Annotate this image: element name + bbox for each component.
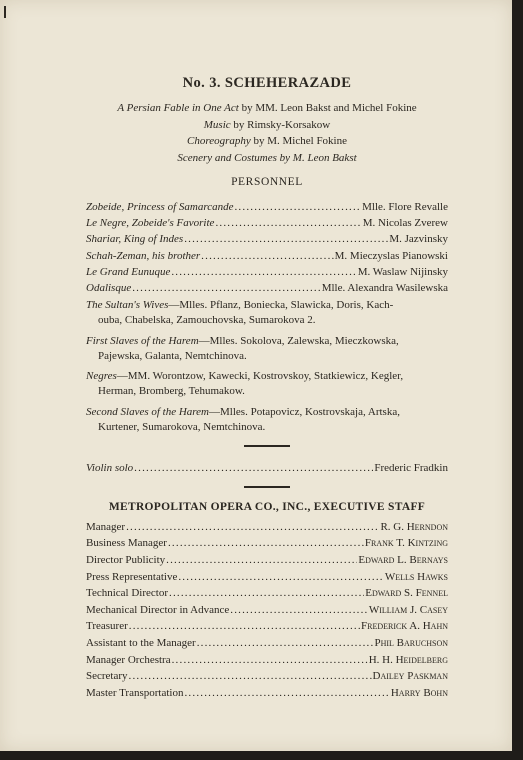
staff-role: Treasurer: [86, 620, 128, 633]
group-role: The Sultan's Wives: [86, 299, 169, 312]
staff-name: Wells Hawks: [384, 570, 448, 583]
cast-role: Le Grand Eunuque: [86, 265, 171, 278]
staff-name: Frank T. Kintzing: [364, 537, 448, 550]
cast-role: Schah-Zeman, his brother: [86, 249, 201, 262]
cast-role: Zobeide, Princess of Samarcande: [86, 201, 234, 213]
page-edge-bottom: [0, 751, 523, 760]
cast-row: [86, 280, 448, 296]
staff-name: H. H. Heidelberg: [368, 653, 448, 666]
dot-leader: [201, 248, 333, 264]
credit-line: Choreography by M. Michel Fokine: [186, 135, 347, 147]
dot-leader: [166, 552, 357, 569]
cast-name: M. Nicolas Zverew: [362, 217, 448, 230]
dot-leader: [230, 602, 368, 619]
staff-row: [86, 519, 448, 536]
credit-line: A Persian Fable in One Act by MM. Leon Bakst and Michel Fokine: [117, 102, 417, 114]
group-role: First Slaves of the Harem: [86, 334, 199, 347]
dot-leader: [172, 652, 368, 669]
dot-leader: [132, 280, 320, 296]
section-divider: [244, 445, 290, 447]
cast-row: [86, 199, 448, 215]
staff-row: [86, 685, 448, 702]
cast-row: [86, 215, 448, 231]
staff-role: Manager: [86, 520, 126, 533]
binding-mark: [4, 6, 6, 18]
group-members-continued: Kurtener, Sumarokova, Nemtchinova.: [98, 420, 266, 433]
staff-role: Secretary: [86, 670, 128, 683]
cast-role: Shariar, King of Indes: [86, 233, 184, 246]
staff-name: Phil Baruchson: [374, 636, 448, 649]
personnel-list: [86, 199, 448, 296]
credit-line: Music by Rimsky-Korsakow: [203, 118, 331, 131]
dot-leader: [129, 668, 372, 685]
staff-row: [86, 668, 448, 685]
staff-row: [86, 652, 448, 669]
group-members: —MM. Worontzow, Kawecki, Kostrovskoy, Statkiewicz, Kegler,: [116, 370, 404, 383]
dot-leader: [168, 535, 364, 552]
dot-leader: [197, 635, 374, 652]
dot-leader: [178, 569, 384, 586]
staff-role: Assistant to the Manager: [86, 636, 196, 649]
group-entry: [86, 334, 448, 364]
group-list: [86, 298, 448, 434]
staff-role: Master Transportation: [86, 686, 184, 699]
group-entry: [86, 298, 448, 328]
staff-row: [86, 602, 448, 619]
staff-role: Mechanical Director in Advance: [86, 603, 230, 616]
executive-staff-heading: METROPOLITAN OPERA CO., INC., EXECUTIVE STAFF: [108, 500, 426, 513]
dot-leader: [234, 199, 361, 215]
dot-leader: [129, 618, 360, 635]
staff-role: Press Representative: [86, 570, 178, 583]
staff-name: William J. Casey: [368, 603, 448, 616]
staff-role: Business Manager: [86, 537, 167, 550]
group-entry: [86, 369, 448, 399]
page-edge-right: [512, 0, 523, 760]
dot-leader: [215, 215, 361, 231]
dot-leader: [184, 231, 388, 247]
group-role: Negres: [86, 370, 117, 383]
section-divider: [244, 486, 290, 488]
staff-name: Edward L. Bernays: [358, 553, 448, 566]
staff-list: [86, 519, 448, 702]
violin-role: Violin solo: [86, 461, 134, 474]
dot-leader: [171, 264, 356, 280]
cast-name: M. Jazvinsky: [389, 233, 448, 246]
cast-name: M. Waslaw Nijinsky: [357, 265, 448, 278]
personnel-heading: PERSONNEL: [231, 176, 303, 188]
staff-name: R. G. Herndon: [380, 520, 448, 533]
group-entry: [86, 405, 448, 435]
program-content: [86, 75, 448, 701]
staff-row: [86, 585, 448, 602]
staff-role: Manager Orchestra: [86, 653, 171, 666]
staff-row: [86, 552, 448, 569]
group-members: —Mlles. Sokolova, Zalewska, Mieczkowska,: [198, 334, 399, 347]
group-members-continued: Herman, Bromberg, Tehumakow.: [98, 385, 245, 398]
staff-row: [86, 618, 448, 635]
cast-row: [86, 231, 448, 247]
staff-name: Edward S. Fennel: [365, 587, 448, 600]
staff-name: Frederick A. Hahn: [361, 620, 448, 633]
group-role: Second Slaves of the Harem: [86, 406, 210, 418]
dot-leader: [184, 685, 389, 702]
group-members-continued: Pajewska, Galanta, Nemtchinova.: [98, 349, 247, 362]
ballet-title: No. 3. SCHEHERAZADE: [182, 75, 352, 91]
dot-leader: [126, 519, 379, 536]
group-members: —Mlles. Potapovicz, Kostrovskaja, Artska,: [209, 406, 400, 418]
cast-name: Mlle. Flore Revalle: [362, 201, 448, 213]
dot-leader: [134, 460, 373, 476]
staff-row: [86, 569, 448, 586]
dot-leader: [169, 585, 364, 602]
cast-name: Mlle. Alexandra Wasilewska: [321, 282, 448, 295]
cast-role: Odalisque: [86, 282, 132, 295]
staff-role: Director Publicity: [86, 553, 166, 566]
staff-row: [86, 535, 448, 552]
staff-role: Technical Director: [86, 587, 168, 600]
staff-name: Harry Bohn: [390, 686, 448, 699]
violin-name: Frederic Fradkin: [374, 461, 448, 474]
credits: [86, 100, 448, 166]
cast-name: M. Mieczyslas Pianowski: [334, 249, 448, 262]
group-members: —Mlles. Pflanz, Boniecka, Slawicka, Doris, Kach-: [168, 299, 394, 312]
cast-row: [86, 248, 448, 264]
credit-line: Scenery and Costumes by M. Leon Bakst: [177, 151, 357, 164]
staff-name: Dailey Paskman: [372, 670, 448, 683]
violin-row: [86, 460, 448, 476]
cast-row: [86, 264, 448, 280]
staff-row: [86, 635, 448, 652]
group-members-continued: ouba, Chabelska, Zamouchovska, Sumarokova 2.: [98, 314, 316, 327]
cast-role: Le Negre, Zobeide's Favorite: [86, 217, 215, 230]
